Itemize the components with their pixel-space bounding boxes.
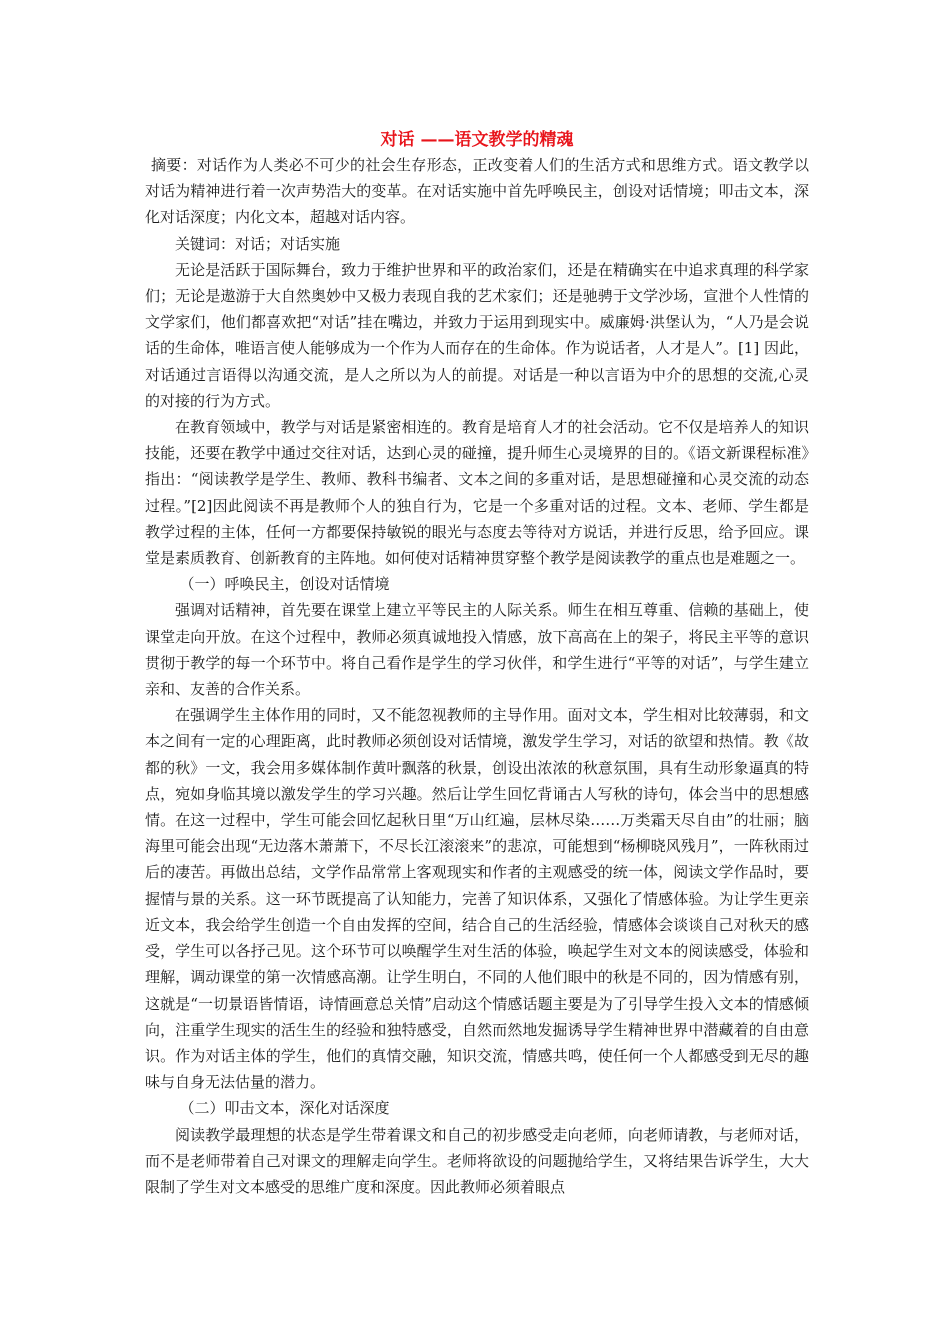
document-title: 对话 ——语文教学的精魂 <box>380 130 574 150</box>
section-heading: （一）呼唤民主，创设对话情境 <box>179 575 390 594</box>
section-heading: （二）叩击文本，深化对话深度 <box>179 1099 390 1118</box>
paragraph: 在强调学生主体作用的同时，又不能忽视教师的主导作用。面对文本，学生相对比较薄弱，和文本之间有一定的心理距离，此时教师必须创设对话情境，激发学生学习，对话的欲望和热情。教《故都的秋》一文，我会用多媒体制作黄叶飘落的秋景，创设出浓浓的秋意氛围，具有生动形象逼真的特点，宛如身临其境以激发学生的学习兴趣。然后让学生回忆背诵古人写秋的诗句，体会当中的思想感情。在这一过程中，学生可能会回忆起秋日里“万山红遍，层林尽染……万类霜天尽自由”的壮丽；脑海里可能会出现“无边落木萧萧下，不尽长江滚滚来”的悲凉，可能想到“杨柳晓风残月”，一阵秋雨过后的凄苦。再做出总结，文学作品常常上客观现实和作者的主观感受的统一体，阅读文学作品时，要握情与景的关系。这一环节既提高了认知能力，完善了知识体系，又强化了情感体验。为让学生更亲近文本，我会给学生创造一个自由发挥的空间，结合自己的生活经验，情感体会谈谈自己对秋天的感受，学生可以各抒己见。这个环节可以唤醒学生对生活的体验，唤起学生对文本的阅读感受，体验和理解，调动课堂的第一次情感高潮。让学生明白，不同的人他们眼中的秋是不同的，因为情感有别，这就是“一切景语皆情语，诗情画意总关情”启动这个情感话题主要是为了引导学生投入文本的情感倾向，注重学生现实的活生生的经验和独特感受，自然而然地发掘诱导学生精神世界中潜藏着的自由意识。作为对话主体的学生，他们的真情交融，知识交流，情感共鸣，使任何一个人都感受到无尽的趣味与自身无法估量的潜力。 <box>145 706 809 1092</box>
paragraph: 无论是活跃于国际舞台，致力于维护世界和平的政治家们，还是在精确实在中追求真理的科学家们；无论是遨游于大自然奥妙中又极力表现自我的艺术家们；还是驰骋于文学沙场，宣泄个人性情的文学家们，他们都喜欢把“对话”挂在嘴边，并致力于运用到现实中。威廉姆·洪堡认为，“人乃是会说话的生命体，唯语言使人能够成为一个作为人而存在的生命体。作为说话者，人才是人”。[1] 因此，对话通过言语得以沟通交流，是人之所以为人的前提。对话是一种以言语为中介的思想的交流,心灵的对接的行为方式。 <box>145 260 809 410</box>
keywords: 关键词：对话；对话实施 <box>175 234 341 253</box>
paragraph: 阅读教学最理想的状态是学生带着课文和自己的初步感受走向老师，向老师请教，与老师对话，而不是老师带着自己对课文的理解走向学生。老师将欲设的问题抛给学生，又将结果告诉学生，大大限制了学生对文本感受的思维广度和深度。因此教师必须着眼点 <box>145 1125 809 1196</box>
paragraph: 强调对话精神，首先要在课堂上建立平等民主的人际关系。师生在相互尊重、信赖的基础上，使课堂走向开放。在这个过程中，教师必须真诚地投入情感，放下高高在上的架子，将民主平等的意识贯彻于教学的每一个环节中。将自己看作是学生的学习伙伴，和学生进行“平等的对话”，与学生建立亲和、友善的合作关系。 <box>145 601 809 699</box>
paragraph: 在教育领域中，教学与对话是紧密相连的。教育是培育人才的社会活动。它不仅是培养人的知识技能，还要在教学中通过交往对话，达到心灵的碰撞，提升师生心灵境界的目的。《语文新课程标准》指出：“阅读教学是学生、教师、教科书编者、文本之间的多重对话，是思想碰撞和心灵交流的动态过程。”[2]因此阅读不再是教师个人的独自行为，它是一个多重对话的过程。文本、老师、学生都是教学过程的主体，任何一方都要保持敏锐的眼光与态度去等待对方说话，并进行反思，给予回应。课堂是素质教育、创新教育的主阵地。如何使对话精神贯穿整个教学是阅读教学的重点也是难题之一。 <box>145 418 809 568</box>
abstract: 摘要：对话作为人类必不可少的社会生存形态，正改变着人们的生活方式和思维方式。语文教学以对话为精神进行着一次声势浩大的变革。在对话实施中首先呼唤民主，创设对话情境；叩击文本，深化对话深度；内化文本，超越对话内容。 <box>145 156 809 227</box>
document-page <box>145 128 809 1200</box>
